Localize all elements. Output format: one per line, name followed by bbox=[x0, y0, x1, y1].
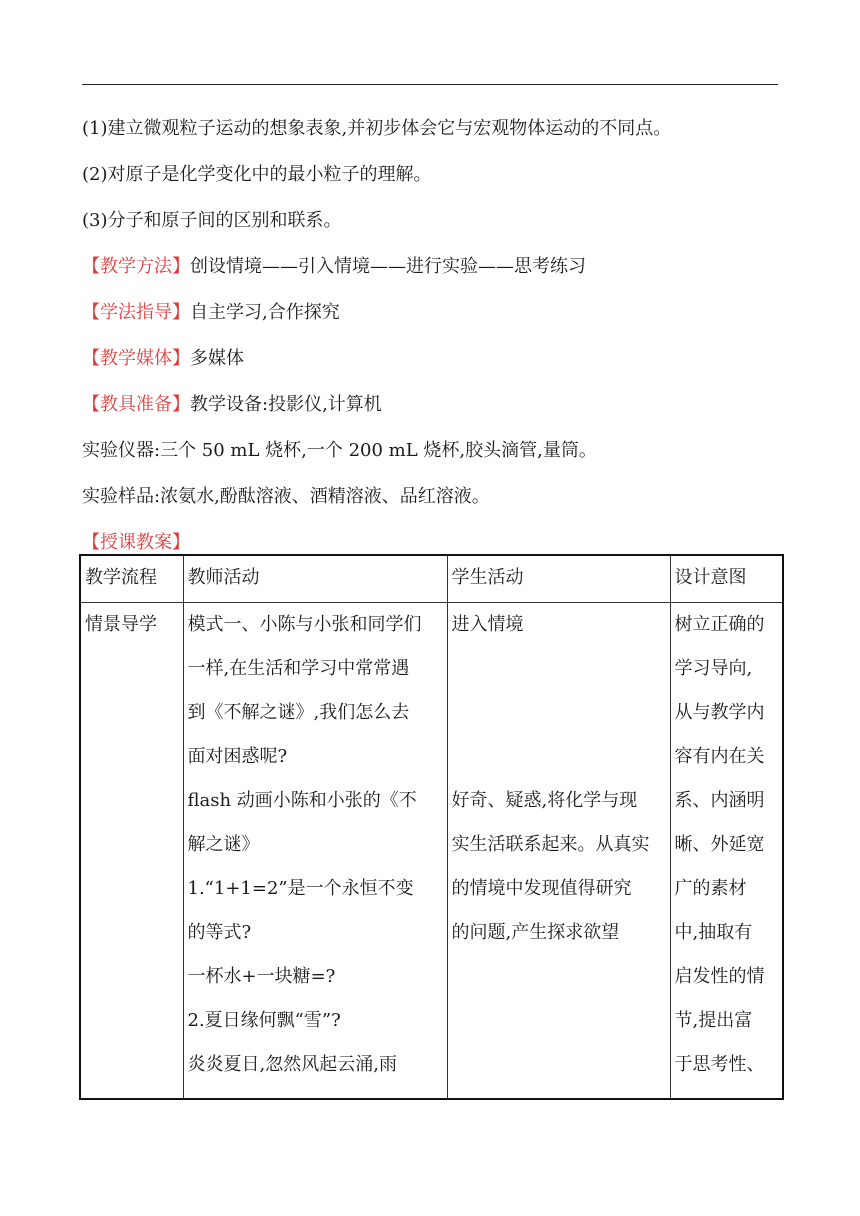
teaching-equipment-tag: 【教具准备】 bbox=[82, 394, 190, 415]
lesson-plan-table bbox=[79, 554, 784, 1100]
student-line: 实生活联系起来。从真实 bbox=[451, 834, 650, 855]
teacher-line: 到《不解之谜》,我们怎么去 bbox=[187, 702, 410, 723]
objective-1: (1)建立微观粒子运动的想象表象,并初步体会它与宏观物体运动的不同点。 bbox=[82, 118, 672, 139]
teacher-line: 面对困惑呢? bbox=[187, 746, 288, 767]
student-line: 好奇、疑惑,将化学与现 bbox=[451, 790, 638, 811]
table-header-row bbox=[80, 555, 783, 603]
student-line bbox=[452, 647, 666, 691]
header-design: 设计意图 bbox=[670, 555, 783, 603]
teacher-line: 模式一、小陈与小张和同学们 bbox=[187, 614, 422, 635]
header-rule bbox=[82, 84, 778, 85]
design-line: 节,提出富 bbox=[674, 1010, 753, 1031]
study-guidance-text: 自主学习,合作探究 bbox=[190, 302, 340, 323]
teaching-media-tag: 【教学媒体】 bbox=[82, 348, 190, 369]
design-line: 于思考性、 bbox=[674, 1054, 765, 1075]
teaching-equipment-text: 教学设备:投影仪,计算机 bbox=[190, 394, 382, 415]
header-student: 学生活动 bbox=[447, 555, 670, 603]
teaching-equipment bbox=[82, 382, 782, 428]
teacher-line: 解之谜》 bbox=[187, 834, 260, 855]
teacher-line: 一杯水+一块糖=? bbox=[187, 966, 336, 987]
lab-samples: 实验样品:浓氨水,酚酞溶液、酒精溶液、品红溶液。 bbox=[82, 486, 490, 507]
study-guidance-tag: 【学法指导】 bbox=[82, 302, 190, 323]
design-line: 晰、外延宽 bbox=[674, 834, 765, 855]
student-line: 进入情境 bbox=[451, 614, 524, 635]
design-line: 系、内涵明 bbox=[674, 790, 765, 811]
lab-instruments: 实验仪器:三个 50 mL 烧杯,一个 200 mL 烧杯,胶头滴管,量筒。 bbox=[82, 440, 597, 461]
student-line bbox=[452, 735, 666, 779]
objective-3: (3)分子和原子间的区别和联系。 bbox=[82, 210, 342, 231]
student-line: 的情境中发现值得研究 bbox=[451, 878, 632, 899]
teacher-line: 2.夏日缘何飘“雪”? bbox=[187, 1010, 341, 1031]
lesson-text bbox=[82, 106, 782, 566]
teacher-activity-cell bbox=[183, 603, 447, 1099]
teaching-media-text: 多媒体 bbox=[190, 348, 244, 369]
teacher-line: flash 动画小陈和小张的《不 bbox=[187, 790, 417, 811]
header-flow: 教学流程 bbox=[80, 555, 183, 603]
design-line: 树立正确的 bbox=[674, 614, 765, 635]
design-line: 容有内在关 bbox=[674, 746, 765, 767]
student-activity-cell bbox=[447, 603, 670, 1099]
teaching-method-tag: 【教学方法】 bbox=[82, 256, 190, 277]
student-line bbox=[452, 691, 666, 735]
design-line: 从与教学内 bbox=[674, 702, 765, 723]
design-line: 启发性的情 bbox=[674, 966, 765, 987]
student-line: 的问题,产生探求欲望 bbox=[451, 922, 620, 943]
teaching-method bbox=[82, 244, 782, 290]
design-intent-cell bbox=[670, 603, 783, 1099]
teacher-line: 炎炎夏日,忽然风起云涌,雨 bbox=[187, 1054, 397, 1075]
teacher-line: 的等式? bbox=[187, 922, 252, 943]
objective-2: (2)对原子是化学变化中的最小粒子的理解。 bbox=[82, 164, 432, 185]
design-line: 广的素材 bbox=[674, 878, 747, 899]
study-guidance bbox=[82, 290, 782, 336]
teaching-media bbox=[82, 336, 782, 382]
teacher-line: 一样,在生活和学习中常常遇 bbox=[187, 658, 410, 679]
design-line: 学习导向, bbox=[674, 658, 753, 679]
design-line: 中,抽取有 bbox=[674, 922, 753, 943]
teaching-method-text: 创设情境——引入情境——进行实验——思考练习 bbox=[190, 256, 586, 277]
lesson-plan-tag: 【授课教案】 bbox=[82, 532, 190, 553]
teacher-line: 1.“1+1=2”是一个永恒不变 bbox=[187, 878, 414, 899]
stage-cell: 情景导学 bbox=[80, 603, 183, 1099]
table-row bbox=[80, 603, 783, 1099]
header-teacher: 教师活动 bbox=[183, 555, 447, 603]
